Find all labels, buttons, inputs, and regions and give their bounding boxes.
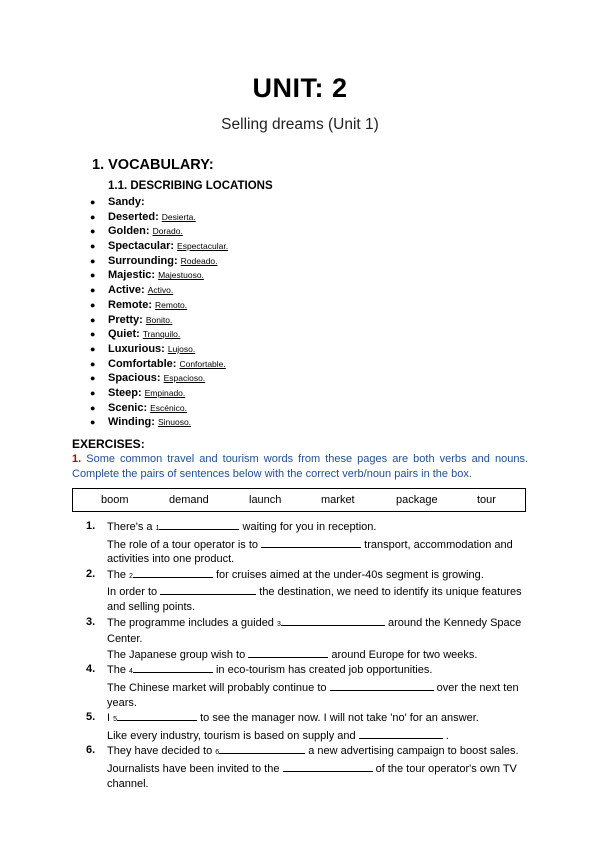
bullet-icon: ● — [90, 402, 96, 413]
sentence-text: The Chinese market will probably continue to — [107, 681, 330, 694]
sentence-text: to see the manager now. I will not take 'no' for an answer. — [197, 712, 479, 725]
vocabulary-translation: Dorado. — [152, 226, 183, 237]
item-number: 2. — [86, 567, 96, 580]
sentence-b — [107, 728, 530, 744]
answer-blank[interactable] — [133, 662, 213, 673]
item-number: 1. — [86, 520, 96, 532]
word-box-item: boom — [101, 494, 129, 506]
vocabulary-item — [90, 357, 228, 372]
vocabulary-item — [90, 327, 228, 342]
vocabulary-item — [90, 401, 228, 416]
bullet-icon: ● — [90, 211, 96, 222]
vocabulary-term: Spectacular: — [108, 240, 175, 253]
vocabulary-term: Scenic: — [108, 401, 148, 414]
answer-blank[interactable] — [283, 761, 373, 772]
vocabulary-term: Quiet: — [108, 328, 140, 341]
sentence-b — [107, 537, 530, 567]
vocabulary-term: Luxurious: — [108, 342, 165, 355]
sentence-a — [107, 519, 530, 537]
bullet-icon: ● — [90, 373, 96, 384]
item-number: 5. — [86, 711, 96, 724]
answer-blank[interactable] — [160, 584, 256, 595]
vocabulary-translation: Confortable. — [179, 358, 226, 369]
sentence-text: In order to — [107, 586, 161, 599]
unit-subtitle: Selling dreams (Unit 1) — [221, 116, 379, 133]
answer-blank[interactable] — [159, 519, 239, 530]
vocabulary-translation: Tranquilo. — [142, 329, 181, 340]
vocabulary-term: Active: — [108, 284, 145, 297]
sentence-a — [107, 662, 530, 680]
sentence-a — [107, 615, 530, 647]
vocabulary-item — [90, 195, 228, 210]
answer-blank[interactable] — [248, 647, 328, 658]
bullet-icon: ● — [90, 329, 96, 340]
answer-blank[interactable] — [359, 728, 443, 739]
sentence-text: Journalists have been invited to the — [107, 762, 283, 775]
sentence-text: . — [442, 729, 449, 742]
vocabulary-heading: 1. VOCABULARY: — [92, 157, 214, 173]
sentence-text: the destination, we need to identify its unique features and selling points. — [107, 586, 522, 613]
sentence-text: I — [107, 712, 114, 725]
gap-number: 1 — [155, 525, 160, 532]
sentence-text: transport, accommodation and activities into one product. — [107, 538, 513, 566]
sentence-text: over the next ten years. — [107, 681, 519, 709]
vocabulary-list — [90, 195, 228, 430]
vocabulary-item — [90, 268, 228, 283]
sentence-text: The role of a tour operator is to — [107, 538, 262, 551]
vocabulary-item — [90, 224, 228, 239]
describing-locations-heading: 1.1. DESCRIBING LOCATIONS — [108, 180, 273, 192]
answer-blank[interactable] — [330, 680, 434, 691]
sentence-text: The — [107, 568, 130, 581]
gap-number: 4 — [129, 668, 133, 676]
vocabulary-item — [90, 298, 228, 313]
vocabulary-term: Pretty: — [108, 313, 143, 326]
vocabulary-translation: Rodeado. — [180, 255, 218, 266]
bullet-icon: ● — [90, 270, 96, 281]
sentence-text: The programme includes a guided — [107, 616, 277, 629]
vocabulary-translation: Sinuoso. — [157, 417, 192, 428]
vocabulary-translation: Escénico. — [150, 402, 187, 413]
vocabulary-item — [90, 210, 228, 225]
exercise-item — [86, 710, 530, 743]
exercise-number: 1. — [72, 453, 82, 465]
vocabulary-term: Winding: — [108, 416, 155, 429]
exercise-instruction-text: Some common travel and tourism words from these pages are both verbs and nouns. Complete the pairs of sentences below with the correct verb/noun pairs in the box. — [72, 453, 529, 480]
sentence-text: The — [107, 664, 130, 677]
bullet-icon: ● — [90, 299, 96, 310]
vocabulary-term: Deserted: — [108, 210, 159, 223]
sentence-text: for cruises aimed at the under-40s segment is growing. — [212, 568, 484, 581]
sentence-text: They have decided to — [107, 745, 216, 758]
bullet-icon: ● — [90, 241, 96, 252]
vocabulary-term: Spacious: — [108, 372, 161, 385]
gap-number: 3 — [276, 620, 281, 628]
vocabulary-translation: Majestuoso. — [158, 270, 204, 281]
bullet-icon: ● — [90, 358, 96, 369]
sentence-text: around Europe for two weeks. — [328, 648, 478, 661]
exercise-item — [86, 743, 530, 791]
word-box-item: demand — [169, 494, 209, 506]
exercise-item — [86, 662, 530, 710]
sentence-a — [107, 567, 530, 585]
vocabulary-translation: Desierta. — [161, 211, 196, 222]
item-number: 6. — [86, 744, 96, 757]
sentence-text: around the Kennedy Space Center. — [107, 616, 522, 646]
bullet-icon: ● — [90, 285, 96, 296]
bullet-icon: ● — [90, 417, 96, 428]
answer-blank[interactable] — [261, 537, 361, 548]
answer-blank[interactable] — [117, 710, 197, 721]
vocabulary-translation: Bonito. — [145, 314, 173, 325]
vocabulary-item — [90, 283, 228, 298]
bullet-icon: ● — [90, 387, 96, 398]
unit-title: UNIT: 2 — [252, 73, 348, 103]
sentence-b — [107, 584, 530, 614]
word-box-item: tour — [477, 494, 496, 506]
sentence-text: waiting for you in reception. — [239, 521, 377, 533]
exercise-item — [86, 519, 530, 567]
word-box-item: package — [396, 494, 438, 506]
vocabulary-term: Comfortable: — [108, 357, 177, 370]
gap-number: 5 — [113, 716, 118, 724]
exercise-instruction — [72, 452, 528, 482]
sentence-b — [107, 647, 530, 663]
sentence-b — [107, 680, 530, 710]
answer-blank[interactable] — [281, 615, 385, 626]
exercise-item — [86, 567, 530, 615]
bullet-icon: ● — [90, 343, 96, 354]
word-box-item: market — [321, 494, 355, 506]
sentence-text: of the tour operator's own TV channel. — [107, 762, 517, 790]
answer-blank[interactable] — [219, 743, 305, 754]
vocabulary-term: Golden: — [108, 225, 150, 238]
vocabulary-item — [90, 386, 228, 401]
vocabulary-item — [90, 313, 228, 328]
exercises-heading: EXERCISES: — [72, 437, 145, 451]
sentence-b — [107, 761, 530, 791]
sentence-text: in eco-tourism has created job opportunities. — [212, 664, 433, 677]
vocabulary-item — [90, 239, 228, 254]
vocabulary-translation: Espacioso. — [163, 373, 206, 384]
word-box — [72, 488, 526, 512]
bullet-icon: ● — [90, 197, 96, 207]
vocabulary-term: Surrounding: — [108, 254, 178, 267]
word-box-item: launch — [249, 494, 282, 506]
vocabulary-translation: Espectacular. — [177, 241, 229, 252]
sentence-text: a new advertising campaign to boost sales. — [305, 745, 519, 758]
sentence-a — [107, 710, 530, 728]
sentence-text: There's a — [107, 521, 156, 533]
sentence-text: The Japanese group wish to — [107, 648, 249, 661]
item-number: 4. — [86, 663, 96, 676]
bullet-icon: ● — [90, 314, 96, 325]
vocabulary-item — [90, 342, 228, 357]
vocabulary-term: Majestic: — [108, 269, 156, 282]
vocabulary-translation: Remoto. — [155, 299, 188, 310]
bullet-icon: ● — [90, 226, 96, 237]
gap-number: 2 — [129, 572, 133, 580]
vocabulary-item — [90, 371, 228, 386]
sentence-text: Like every industry, tourism is based on supply and — [107, 729, 359, 742]
vocabulary-item — [90, 415, 228, 430]
answer-blank[interactable] — [133, 567, 213, 578]
vocabulary-item — [90, 254, 228, 269]
sentence-a — [107, 743, 530, 761]
gap-number: 6 — [215, 749, 220, 757]
vocabulary-translation: Activo. — [147, 285, 174, 296]
vocabulary-term: Remote: — [108, 298, 153, 311]
vocabulary-translation: Empinado. — [144, 387, 186, 398]
exercise-item — [86, 615, 530, 663]
item-number: 3. — [86, 615, 96, 628]
vocabulary-term: Steep: — [108, 386, 142, 399]
vocabulary-translation: Lujoso. — [167, 343, 196, 354]
bullet-icon: ● — [90, 255, 96, 266]
exercise-items — [86, 519, 530, 791]
vocabulary-term: Sandy: — [108, 196, 145, 208]
